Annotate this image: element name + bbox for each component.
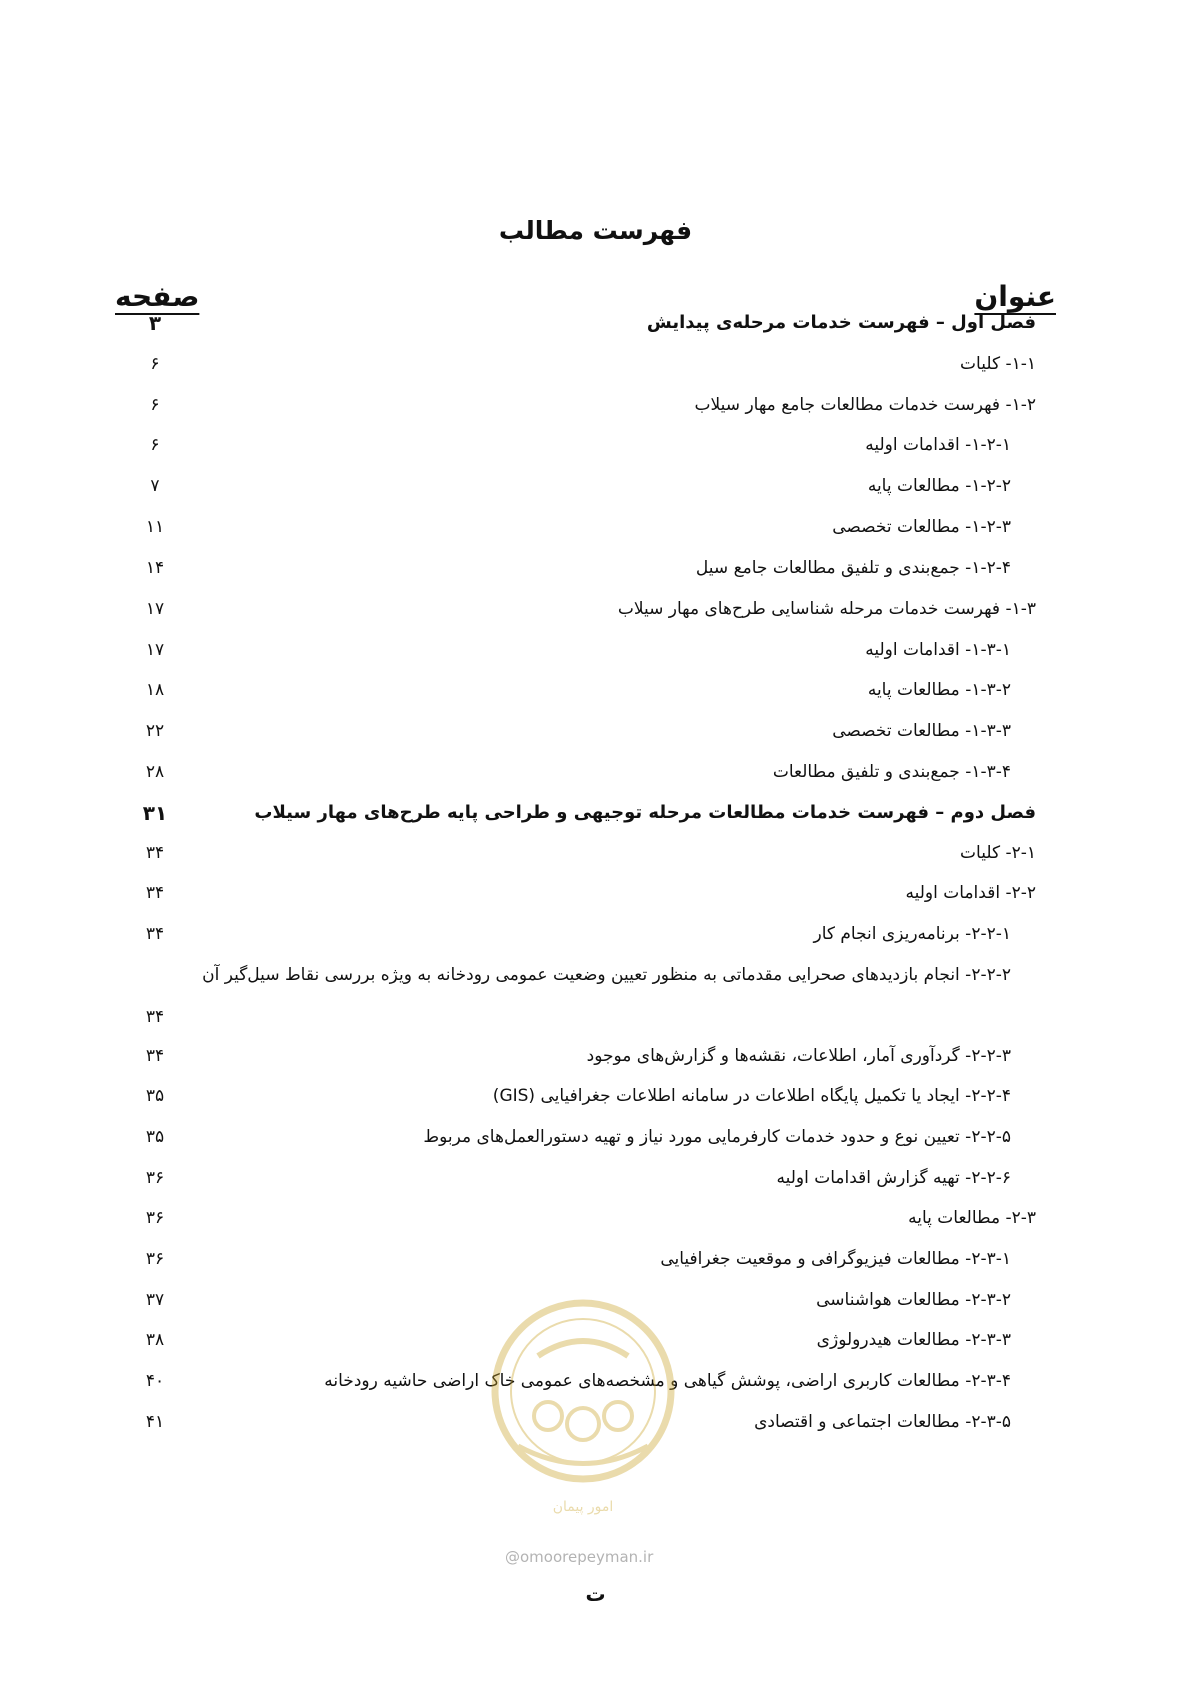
toc-entry-title: ۲-۲- اقدامات اولیه: [905, 883, 1036, 903]
toc-row: [0, 876, 1191, 912]
toc-entry-page: ۳۴: [145, 1007, 165, 1027]
toc-row: [0, 1405, 1191, 1441]
toc-row: [0, 1039, 1191, 1075]
toc-entry-title: ۱-۳-۲- مطالعات پایه: [867, 680, 1011, 700]
toc-entry-title: ۱-۲-۱- اقدامات اولیه: [865, 435, 1011, 455]
toc-entry-title: ۱-۳-۱- اقدامات اولیه: [865, 640, 1011, 660]
toc-row: [0, 958, 1191, 1027]
toc-row: [0, 347, 1191, 383]
toc-entry-page: ۳۱: [142, 801, 168, 825]
toc-row: [0, 917, 1191, 953]
toc-row: [0, 469, 1191, 505]
toc-entry-title: ۱-۳-۴- جمع‌بندی و تلفیق مطالعات: [772, 762, 1011, 782]
toc-row: [0, 714, 1191, 750]
toc-entry-title: ۲-۲-۴- ایجاد یا تکمیل پایگاه اطلاعات در سامانه اطلاعات جغرافیایی (GIS): [492, 1086, 1011, 1106]
toc-entry-page: ۱۷: [145, 599, 165, 619]
toc-entry-title: فصل اول – فهرست خدمات مرحله‌ی پیدایش: [646, 312, 1036, 333]
toc-row: [0, 510, 1191, 546]
toc-entry-title: ۲-۲-۲- انجام بازدیدهای صحرایی مقدماتی به منظور تعیین وضعیت عمومی رودخانه به ویژه بررسی نقاط سیل‌گیر آن: [202, 965, 1011, 985]
toc-entry-page: ۳۴: [145, 924, 165, 944]
toc-entry-title: فصل دوم – فهرست خدمات مطالعات مرحله توجیهی و طراحی پایه طرح‌های مهار سیلاب: [254, 802, 1036, 823]
toc-entry-title: ۱-۲- فهرست خدمات مطالعات جامع مهار سیلاب: [694, 395, 1036, 415]
toc-entry-title: ۲-۲-۶- تهیه گزارش اقدامات اولیه: [776, 1168, 1011, 1188]
toc-entry-title: ۲-۲-۱- برنامه‌ریزی انجام کار: [813, 924, 1011, 944]
toc-entry-page: ۳۴: [145, 883, 165, 903]
toc-entry-page: ۱۱: [145, 517, 165, 537]
toc-entry-page: ۳: [148, 311, 162, 335]
toc-row: [0, 633, 1191, 669]
toc-entry-title: ۲-۳-۲- مطالعات هواشناسی: [816, 1290, 1011, 1310]
header-page-label: صفحه: [115, 280, 200, 313]
toc-entry-page: ۷: [150, 476, 160, 496]
toc-entry-title: ۲-۳-۱- مطالعات فیزیوگرافی و موقعیت جغرافیایی: [660, 1249, 1011, 1269]
toc-row: [0, 673, 1191, 709]
toc-entry-title: ۲-۳-۳- مطالعات هیدرولوژی: [816, 1330, 1011, 1350]
toc-chapter-row: [0, 796, 1191, 832]
toc-entry-page: ۳۴: [145, 843, 165, 863]
toc-entry-page: ۱۸: [145, 680, 165, 700]
toc-row: [0, 1120, 1191, 1156]
toc-entry-page: ۶: [150, 395, 160, 415]
watermark-handle: @omoorepeyman.ir: [505, 1548, 654, 1566]
toc-row: [0, 1161, 1191, 1197]
toc-entry-page: ۳۵: [145, 1086, 165, 1106]
toc-entry-title: ۱-۲-۲- مطالعات پایه: [867, 476, 1011, 496]
toc-entry-page: ۳۶: [145, 1168, 165, 1188]
page-title: فهرست مطالب: [498, 216, 693, 245]
toc-entry-page: ۶: [150, 435, 160, 455]
toc-entry-page: ۱۴: [145, 558, 165, 578]
toc-row: [0, 1201, 1191, 1237]
toc-row: [0, 1079, 1191, 1115]
toc-entry-page: ۳۴: [145, 1046, 165, 1066]
toc-entry-title: ۱-۳-۳- مطالعات تخصصی: [832, 721, 1011, 741]
toc-entry-title: ۱-۱- کلیات: [960, 354, 1036, 374]
toc-entry-title: ۲-۳- مطالعات پایه: [908, 1208, 1036, 1228]
toc-entry-page: ۲۸: [145, 762, 165, 782]
toc-row: [0, 836, 1191, 872]
toc-row: [0, 1283, 1191, 1319]
toc-row: [0, 1242, 1191, 1278]
toc-row: [0, 1323, 1191, 1359]
page-number: ت: [585, 1582, 606, 1606]
toc-entry-title: ۱-۲-۳- مطالعات تخصصی: [832, 517, 1011, 537]
toc-entry-page: ۱۷: [145, 640, 165, 660]
toc-entry-title: ۱-۳- فهرست خدمات مرحله شناسایی طرح‌های مهار سیلاب: [617, 599, 1036, 619]
toc-row: [0, 551, 1191, 587]
toc-entry-page: ۳۵: [145, 1127, 165, 1147]
toc-entry-page: ۳۶: [145, 1249, 165, 1269]
toc-entry-page: ۳۷: [145, 1290, 165, 1310]
toc-entry-page: ۶: [150, 354, 160, 374]
toc-entry-title: ۲-۲-۵- تعیین نوع و حدود خدمات کارفرمایی مورد نیاز و تهیه دستورالعمل‌های مربوط: [423, 1127, 1011, 1147]
toc-entry-page: ۳۶: [145, 1208, 165, 1228]
toc-entry-title: ۲-۱- کلیات: [960, 843, 1036, 863]
toc-entry-title: ۲-۳-۵- مطالعات اجتماعی و اقتصادی: [754, 1412, 1011, 1432]
toc-entry-page: ۴۰: [145, 1371, 165, 1391]
toc-entry-title: ۲-۳-۴- مطالعات کاربری اراضی، پوشش گیاهی و مشخصه‌های عمومی خاک اراضی حاشیه رودخانه: [324, 1371, 1011, 1391]
toc-entry-title: ۱-۲-۴- جمع‌بندی و تلفیق مطالعات جامع سیل: [695, 558, 1011, 578]
toc-row: [0, 755, 1191, 791]
toc-row: [0, 428, 1191, 464]
toc-row: [0, 388, 1191, 424]
watermark-logo-text: امور پیمان: [552, 1499, 614, 1515]
toc-entry-page: ۴۱: [145, 1412, 165, 1432]
header-title-label: عنوان: [974, 280, 1056, 313]
toc-chapter-row: [0, 306, 1191, 342]
toc-row: [0, 592, 1191, 628]
toc-entry-page: ۲۲: [145, 721, 165, 741]
toc-entry-page: ۳۸: [145, 1330, 165, 1350]
toc-row: [0, 1364, 1191, 1400]
toc-entry-title: ۲-۲-۳- گردآوری آمار، اطلاعات، نقشه‌ها و گزارش‌های موجود: [586, 1046, 1011, 1066]
